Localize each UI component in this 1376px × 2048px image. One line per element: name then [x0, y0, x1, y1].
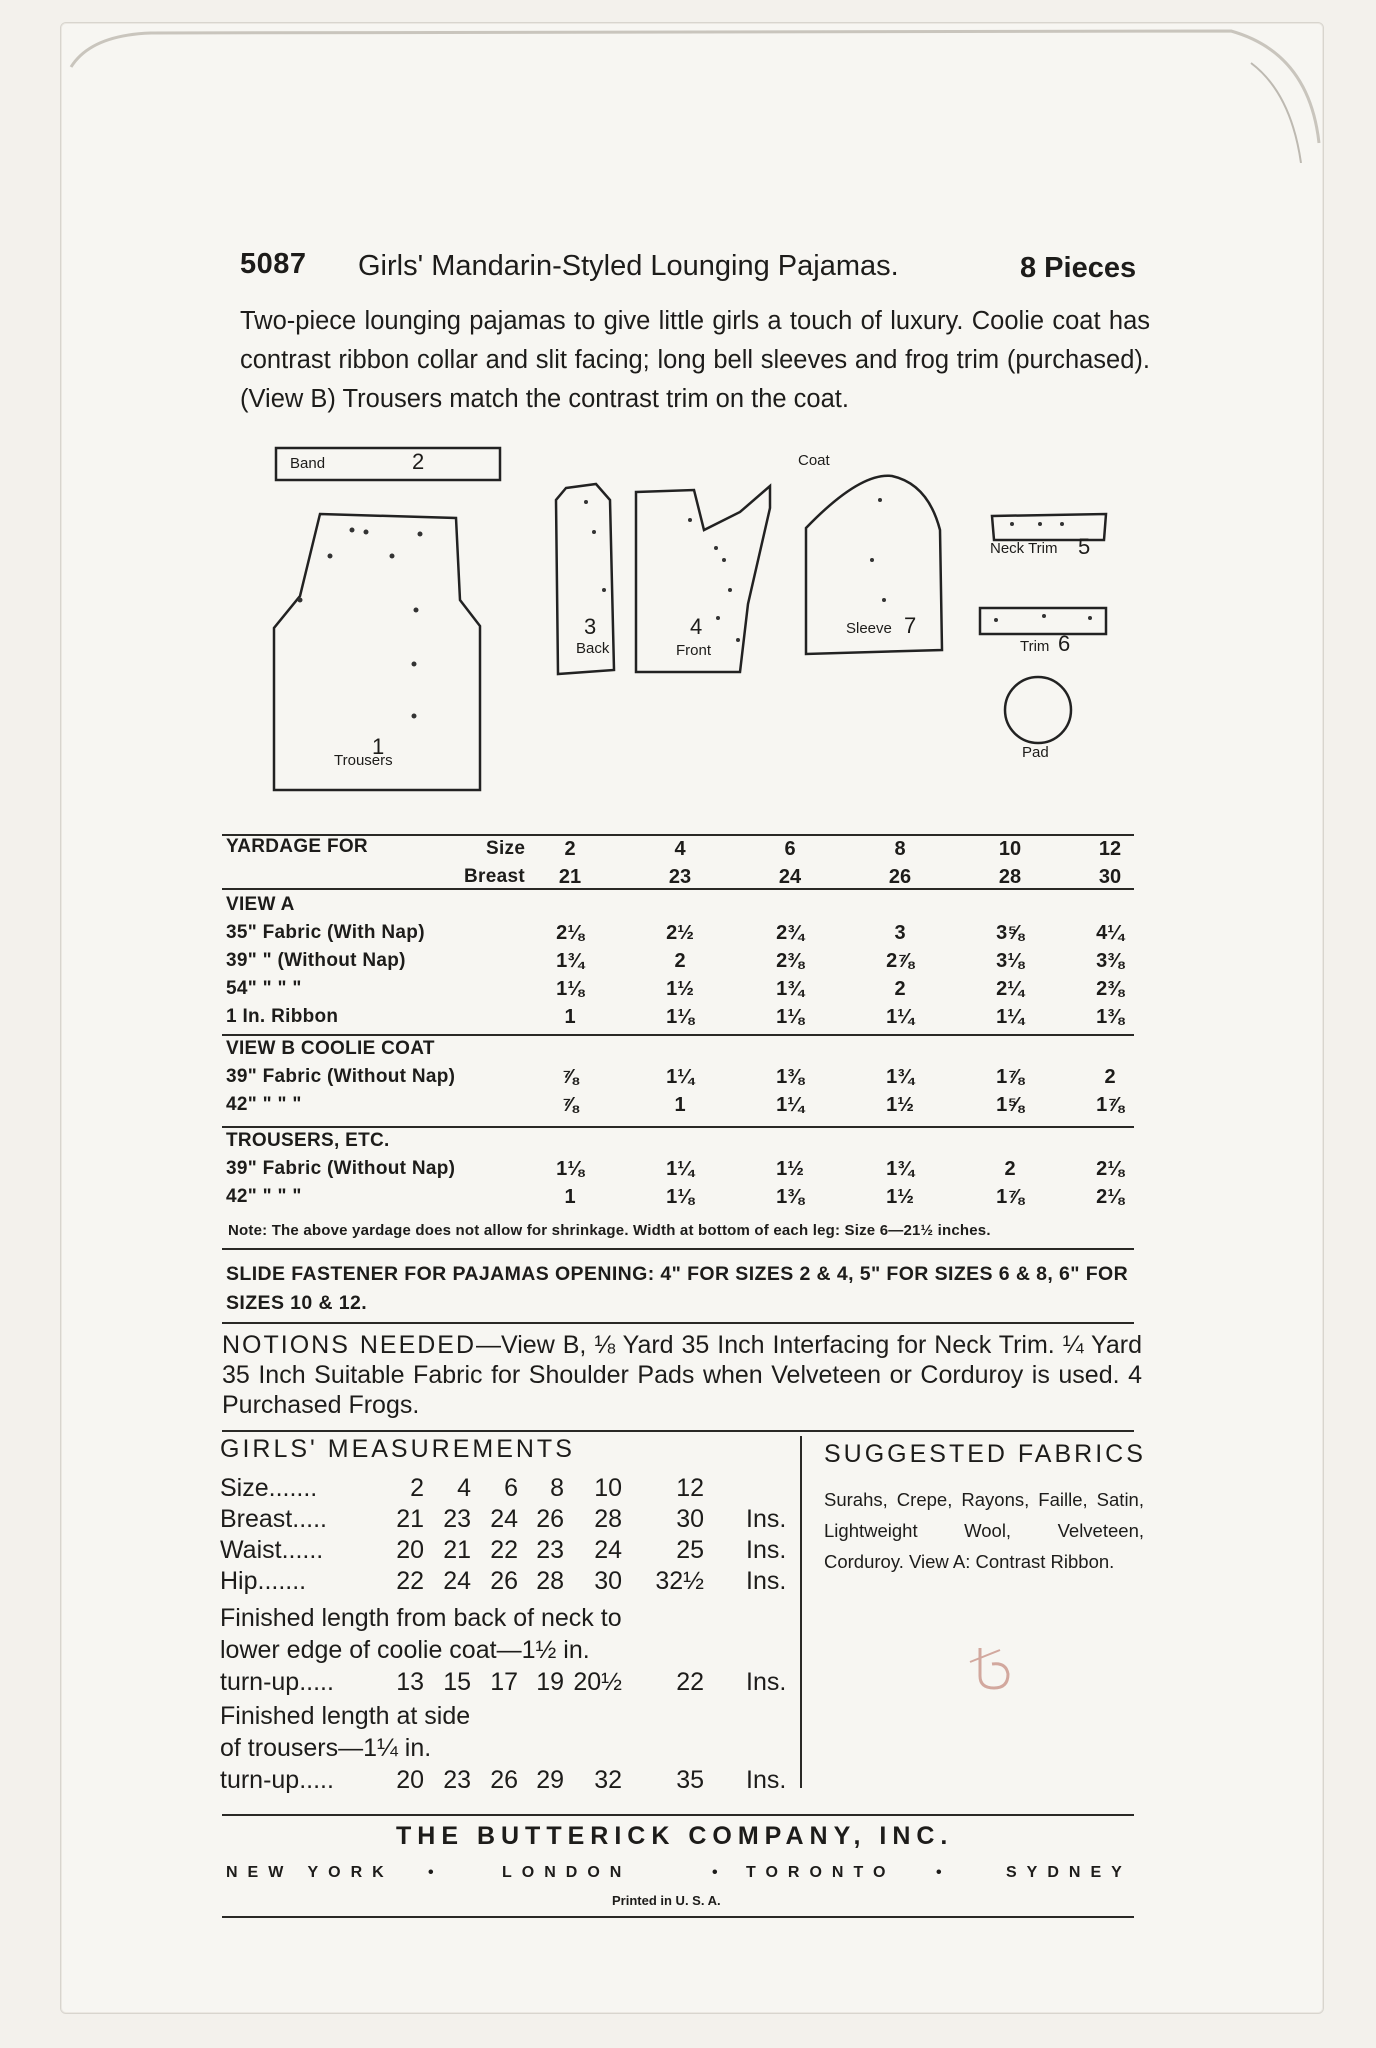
- notions-text: —View B, ⅛ Yard 35 Inch Interfacing for Neck Trim. ¼ Yard 35 Inch Suitable Fabric for Shoulder Pads when Velveteen or Corduroy is used. 4 Purchased Frogs.: [222, 1331, 1142, 1419]
- fabrics-text: Surahs, Crepe, Rayons, Faille, Satin, Lightweight Wool, Velveteen, Corduroy. View A: Contrast Ribbon.: [824, 1489, 1144, 1572]
- pad-label: Pad: [1022, 744, 1049, 761]
- yardage-value: 1⅞: [996, 1186, 1024, 1208]
- breast-label: Breast: [464, 866, 525, 887]
- measurement-value: 29: [536, 1766, 564, 1794]
- slide-fastener-text: SLIDE FASTENER FOR PAJAMAS OPENING: 4" FOR SIZES 2 & 4, 5" FOR SIZES 6 & 8, 6" FOR SIZES 10 & 12.: [226, 1263, 1129, 1314]
- yardage-note: Note: The above yardage does not allow for shrinkage. Width at bottom of each leg: Size 6—21½ inches.: [228, 1222, 991, 1239]
- measurements-heading: GIRLS' MEASUREMENTS: [220, 1435, 575, 1463]
- measurement-value: 24: [443, 1567, 471, 1595]
- yardage-value: 1⅛: [556, 978, 584, 1000]
- measurement-value: 28: [536, 1567, 564, 1595]
- yardage-row-label: 1 In. Ribbon: [226, 1006, 339, 1027]
- yardage-value: 2⅞: [886, 950, 914, 972]
- coat-label: Coat: [798, 452, 830, 469]
- yardage-value: 2⅜: [776, 950, 804, 972]
- yardage-value: 1½: [886, 1186, 914, 1208]
- measurement-label: Hip.......: [220, 1567, 307, 1595]
- front-number: 4: [690, 614, 703, 639]
- notions-block: [222, 1330, 1142, 1420]
- trousers-number: 1: [372, 734, 385, 759]
- size-value: 2: [564, 838, 576, 860]
- measurement-value: 2: [410, 1474, 424, 1502]
- back-number: 3: [584, 614, 597, 639]
- measurement-value: 20: [396, 1766, 424, 1794]
- trousers-label: Trousers: [334, 752, 393, 769]
- yardage-value: 2: [1004, 1158, 1016, 1180]
- yardage-value: 1¾: [886, 1066, 914, 1088]
- breast-value: 28: [998, 866, 1022, 888]
- footer-top-rule: [222, 1814, 1134, 1816]
- measurement-label: Breast.....: [220, 1505, 327, 1533]
- measurement-value: 21: [443, 1536, 471, 1564]
- yardage-value: 1¼: [666, 1066, 694, 1088]
- yardage-value: 3⅝: [996, 922, 1024, 944]
- yardage-value: 2: [894, 978, 906, 1000]
- yardage-header-rule: [222, 888, 1134, 890]
- measurement-value: 4: [457, 1474, 471, 1502]
- measurement-value: 26: [536, 1505, 564, 1533]
- measurement-unit: Ins.: [746, 1766, 787, 1794]
- city-london: LONDON: [502, 1864, 632, 1881]
- yardage-value: 1⅝: [996, 1094, 1024, 1116]
- measurement-unit: Ins.: [746, 1668, 787, 1696]
- breast-value: 30: [1098, 866, 1122, 888]
- measurement-value: 24: [594, 1536, 622, 1564]
- yardage-value: 3⅜: [1096, 950, 1124, 972]
- measurement-value: 30: [676, 1505, 704, 1533]
- measurement-value: 10: [594, 1474, 622, 1502]
- measurement-value: 19: [536, 1668, 564, 1696]
- pattern-description: Two-piece lounging pajamas to give little girls a touch of luxury. Coolie coat has contrast ribbon collar and slit facing; long bell sleeves and frog trim (purchased). (View B) Trousers match the contrast trim on the coat.: [240, 307, 1150, 413]
- measurement-label: Waist......: [220, 1536, 324, 1564]
- band-label: Band: [290, 455, 326, 472]
- yardage-value: ⅞: [561, 1094, 579, 1116]
- size-value: 4: [674, 838, 686, 860]
- yardage-value: 1¾: [556, 950, 584, 972]
- measurement-label: Size.......: [220, 1474, 318, 1502]
- breast-value: 23: [668, 866, 692, 888]
- size-value: 8: [894, 838, 906, 860]
- yardage-row-label: 54" " " ": [226, 978, 302, 999]
- yardage-value: 1½: [776, 1158, 804, 1180]
- size-value: 10: [998, 838, 1022, 860]
- measurement-unit: Ins.: [746, 1536, 787, 1564]
- measurement-value: 20½: [573, 1668, 622, 1696]
- measurement-value: 21: [396, 1505, 424, 1533]
- front-label: Front: [676, 642, 712, 659]
- measurement-value: 22: [676, 1668, 704, 1696]
- yardage-value: 1⅛: [556, 1158, 584, 1180]
- yardage-value: 1⅛: [666, 1186, 694, 1208]
- yardage-value: 1½: [666, 978, 694, 1000]
- yardage-value: 4¼: [1096, 922, 1124, 944]
- yardage-value: 1⅜: [776, 1066, 804, 1088]
- yardage-value: 1: [564, 1186, 576, 1208]
- measurements-separator: [800, 1436, 802, 1788]
- printed-in: Printed in U. S. A.: [612, 1893, 721, 1908]
- yardage-value: 1: [674, 1094, 686, 1116]
- note-rule: [222, 1248, 1134, 1250]
- yardage-row-label: 39" Fabric (Without Nap): [226, 1066, 456, 1087]
- yardage-value: 1¼: [666, 1158, 694, 1180]
- yardage-row-label: 35" Fabric (With Nap): [226, 922, 425, 943]
- yardage-value: 2¾: [776, 922, 804, 944]
- yardage-value: 1⅞: [996, 1066, 1024, 1088]
- yardage-value: 2⅛: [556, 922, 584, 944]
- yardage-value: 2½: [666, 922, 694, 944]
- trim-number: 6: [1058, 631, 1071, 656]
- measurement-value: 35: [676, 1766, 704, 1794]
- pattern-pieces-diagram: [0, 0, 1376, 820]
- measurement-value: 26: [490, 1766, 518, 1794]
- notions-heading: NOTIONS NEEDED: [222, 1331, 477, 1359]
- city-sydney: SYDNEY: [1006, 1864, 1132, 1881]
- coat-length-line-1: Finished length from back of neck to: [220, 1604, 622, 1632]
- measurement-value: 23: [536, 1536, 564, 1564]
- city-separator: •: [712, 1864, 728, 1881]
- trouser-length-line-1: Finished length at side: [220, 1702, 471, 1730]
- pattern-pieces: 8 Pieces: [1020, 252, 1137, 284]
- yardage-value: 1⅜: [776, 1186, 804, 1208]
- measurement-value: 32: [594, 1766, 622, 1794]
- measurement-value: 32½: [655, 1567, 704, 1595]
- yardage-value: 2⅜: [1096, 978, 1124, 1000]
- yardage-value: 2: [674, 950, 686, 972]
- sleeve-label: Sleeve: [846, 620, 892, 637]
- measurement-value: 23: [443, 1766, 471, 1794]
- measurement-value: 17: [490, 1668, 518, 1696]
- yardage-title: YARDAGE FOR: [226, 836, 368, 857]
- yardage-row-label: 39" " (Without Nap): [226, 950, 406, 971]
- view-b-rule: [222, 1126, 1134, 1128]
- measurement-value: 15: [443, 1668, 471, 1696]
- yardage-value: 1¼: [776, 1094, 804, 1116]
- size-value: 12: [1098, 838, 1122, 860]
- breast-value: 21: [558, 866, 582, 888]
- trousers-heading: TROUSERS, ETC.: [226, 1130, 390, 1151]
- pattern-number: 5087: [240, 248, 307, 280]
- band-number: 2: [412, 449, 425, 474]
- slide-rule: [222, 1322, 1134, 1324]
- yardage-value: 1⅜: [1096, 1006, 1124, 1028]
- measurement-value: 13: [396, 1668, 424, 1696]
- yardage-value: 2⅛: [1096, 1158, 1124, 1180]
- footer-bottom-rule: [222, 1916, 1134, 1918]
- pattern-title: Girls' Mandarin-Styled Lounging Pajamas.: [358, 250, 899, 282]
- measurement-value: 25: [676, 1536, 704, 1564]
- yardage-value: 1⅛: [776, 1006, 804, 1028]
- measurement-value: 28: [594, 1505, 622, 1533]
- view-b-heading: VIEW B COOLIE COAT: [226, 1038, 435, 1059]
- size-value: 6: [784, 838, 796, 860]
- measurement-value: 8: [550, 1474, 564, 1502]
- measurement-unit: Ins.: [746, 1505, 787, 1533]
- measurement-value: 6: [504, 1474, 518, 1502]
- yardage-row-label: 42" " " ": [226, 1186, 302, 1207]
- yardage-value: 1⅞: [1096, 1094, 1124, 1116]
- yardage-value: 2¼: [996, 978, 1024, 1000]
- yardage-value: 1¾: [886, 1158, 914, 1180]
- city-toronto: TORONTO: [746, 1864, 896, 1881]
- city-new-york: NEW YORK: [226, 1864, 394, 1881]
- breast-value: 26: [888, 866, 912, 888]
- breast-value: 24: [778, 866, 802, 888]
- measurement-value: 12: [676, 1474, 704, 1502]
- yardage-value: 2⅛: [1096, 1186, 1124, 1208]
- fabrics-heading: SUGGESTED FABRICS: [824, 1440, 1146, 1468]
- yardage-value: 3⅛: [996, 950, 1024, 972]
- sleeve-number: 7: [904, 613, 917, 638]
- view-a-heading: VIEW A: [226, 894, 295, 915]
- measurement-value: 24: [490, 1505, 518, 1533]
- trouser-length-line-2: of trousers—1¼ in.: [220, 1734, 432, 1762]
- measurement-value: 23: [443, 1505, 471, 1533]
- yardage-value: 2: [1104, 1066, 1116, 1088]
- measurement-value: 22: [490, 1536, 518, 1564]
- back-label: Back: [576, 640, 610, 657]
- yardage-value: 1¾: [776, 978, 804, 1000]
- yardage-value: 1½: [886, 1094, 914, 1116]
- yardage-value: 1¼: [886, 1006, 914, 1028]
- coat-length-line-2: lower edge of coolie coat—1½ in.: [220, 1636, 590, 1664]
- neck-trim-label: Neck Trim: [990, 540, 1058, 557]
- yardage-value: 3: [894, 922, 906, 944]
- city-separator: •: [428, 1864, 444, 1881]
- neck-trim-number: 5: [1078, 534, 1091, 559]
- measurement-value: 22: [396, 1567, 424, 1595]
- yardage-value: 1¼: [996, 1006, 1024, 1028]
- measurement-unit: Ins.: [746, 1567, 787, 1595]
- measurement-label: turn-up.....: [220, 1766, 334, 1794]
- measurement-value: 26: [490, 1567, 518, 1595]
- notions-rule: [222, 1430, 1134, 1432]
- yardage-row-label: 42" " " ": [226, 1094, 302, 1115]
- size-label: Size: [486, 838, 526, 859]
- yardage-value: 1⅛: [666, 1006, 694, 1028]
- yardage-row-label: 39" Fabric (Without Nap): [226, 1158, 456, 1179]
- measurement-value: 30: [594, 1567, 622, 1595]
- measurement-value: 20: [396, 1536, 424, 1564]
- city-separator: •: [936, 1864, 952, 1881]
- trim-label: Trim: [1020, 638, 1050, 655]
- measurement-label: turn-up.....: [220, 1668, 334, 1696]
- yardage-value: ⅞: [561, 1066, 579, 1088]
- pencil-mark: [960, 1640, 1030, 1710]
- company-name: THE BUTTERICK COMPANY, INC.: [396, 1822, 954, 1850]
- view-a-rule: [222, 1034, 1134, 1036]
- yardage-value: 1: [564, 1006, 576, 1028]
